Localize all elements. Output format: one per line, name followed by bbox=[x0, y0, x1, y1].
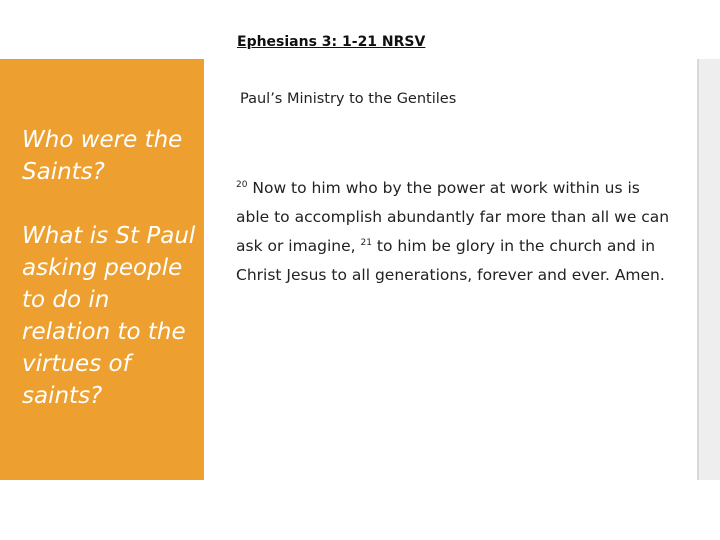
verse-number-21: 21 bbox=[360, 238, 372, 248]
question-virtues: What is St Paul asking people to do in relation to the virtues of saints? bbox=[22, 223, 196, 409]
side-accent-edge bbox=[697, 59, 699, 480]
verse-20-text: Now to him who by the power at work within us is able to accomplish abundantly far more than all we can ask or imagine, bbox=[236, 179, 670, 255]
question-saints: Who were the Saints? bbox=[22, 127, 183, 185]
passage-heading: Paul’s Ministry to the Gentiles bbox=[240, 91, 457, 107]
slide-title: Ephesians 3: 1-21 NRSV bbox=[237, 34, 426, 50]
scripture-passage bbox=[236, 174, 676, 290]
verse-21-text: to him be glory in the church and in Christ Jesus to all generations, forever and ever. Amen. bbox=[236, 237, 665, 284]
verse-number-20: 20 bbox=[236, 180, 248, 190]
side-accent-bar bbox=[697, 59, 720, 480]
